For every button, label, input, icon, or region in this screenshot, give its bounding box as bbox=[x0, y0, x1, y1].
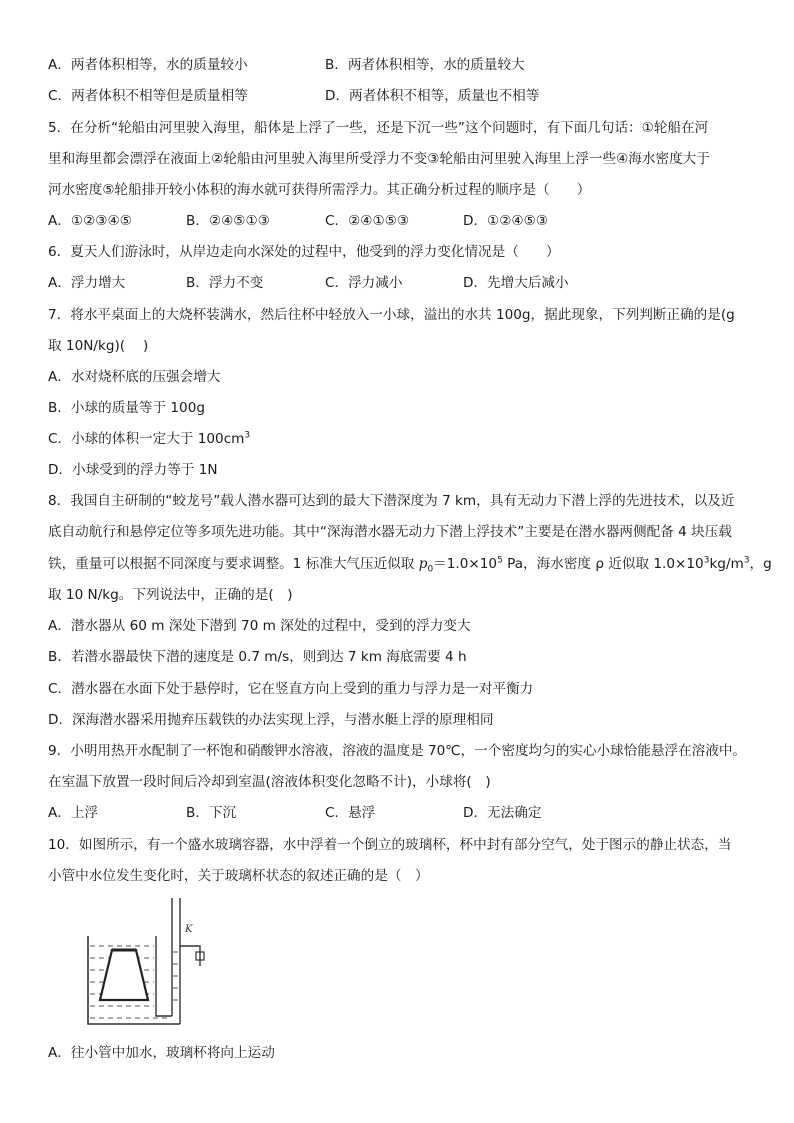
q7-stem-line-1: 7．将水平桌面上的大烧杯装满水，然后往杯中轻放入一小球，溢出的水共 100g，据此现象，下列判断正确的是(g bbox=[48, 307, 735, 323]
q8-stem-line-1: 8．我国自主研制的“蛟龙号”载人潜水器可达到的最大下潜深度为 7 km，具有无动力下潜上浮的先进技术，以及近 bbox=[48, 493, 735, 509]
q7-option-d: D．小球受到的浮力等于 1N bbox=[48, 462, 218, 478]
q6-option-d: D．先增大后减小 bbox=[463, 275, 569, 291]
q8-line3-part-a: 铁，重量可以根据不同深度与要求调整。1 标准大气压近似取 bbox=[48, 556, 419, 572]
q5-option-c: C．②④①⑤③ bbox=[325, 213, 410, 229]
q4-option-b: B．两者体积相等，水的质量较大 bbox=[325, 57, 525, 73]
q7-option-c-superscript: 3 bbox=[244, 430, 251, 441]
q10-stem-line-2: 小管中水位发生变化时，关于玻璃杯状态的叙述正确的是（ ） bbox=[48, 868, 429, 884]
q7-option-c bbox=[48, 430, 250, 448]
q9-stem-line-2: 在室温下放置一段时间后冷却到室温(溶液体积变化忽略不计)，小球将( ) bbox=[48, 774, 491, 790]
q8-line3-part-b: ＝1.0×10 bbox=[433, 556, 498, 572]
q8-stem-line-3 bbox=[48, 555, 772, 573]
q8-line3-part-e: ，g bbox=[749, 556, 772, 572]
q6-option-b: B．浮力不变 bbox=[186, 275, 264, 291]
q5-stem-line-1: 5．在分析“轮船由河里驶入海里，船体是上浮了一些，还是下沉一些”这个问题时，有下面几句话：①轮船在河 bbox=[48, 120, 709, 136]
container-cup-diagram bbox=[84, 892, 234, 1028]
q4-option-d: D．两者体积不相等，质量也不相等 bbox=[325, 88, 540, 104]
q9-option-c: C．悬浮 bbox=[325, 805, 376, 821]
q10-stem-line-1: 10．如图所示，有一个盛水玻璃容器，水中浮着一个倒立的玻璃杯，杯中封有部分空气，处于图示的静止状态，当 bbox=[48, 837, 732, 853]
q4-option-c: C．两者体积不相等但是质量相等 bbox=[48, 88, 248, 104]
q8-line3-part-c: Pa，海水密度 ρ 近似取 1.0×10 bbox=[502, 556, 704, 572]
q10-option-a: A．往小管中加水，玻璃杯将向上运动 bbox=[48, 1045, 275, 1061]
q9-stem-line-1: 9．小明用热开水配制了一杯饱和硝酸钾水溶液，溶液的温度是 70℃，一个密度均匀的实心小球恰能悬浮在溶液中。 bbox=[48, 743, 747, 759]
q7-stem-line-2: 取 10N/kg)( ) bbox=[48, 338, 149, 354]
q7-option-c-text: C．小球的体积一定大于 100cm bbox=[48, 431, 245, 447]
side-pipe bbox=[180, 946, 200, 966]
inverted-glass-cup bbox=[100, 950, 148, 1000]
q8-option-b: B．若潜水器最快下潜的速度是 0.7 m/s，则到达 7 km 海底需要 4 h bbox=[48, 649, 467, 665]
q5-stem-line-2: 里和海里都会漂浮在液面上②轮船由河里驶入海里所受浮力不变③轮船由河里驶入海里上浮一些④海水密度大于 bbox=[48, 151, 710, 167]
q7-option-b: B．小球的质量等于 100g bbox=[48, 400, 205, 416]
q8-stem-line-2: 底自动航行和悬停定位等多项先进功能。其中“深海潜水器无动力下潜上浮技术”主要是在潜水器两侧配备 4 块压载 bbox=[48, 524, 732, 540]
q9-option-b: B．下沉 bbox=[186, 805, 237, 821]
q10-figure bbox=[84, 892, 234, 1028]
q6-stem: 6．夏天人们游泳时，从岸边走向水深处的过程中，他受到的浮力变化情况是（ ） bbox=[48, 244, 560, 260]
q8-exponent-1: 5 bbox=[497, 555, 503, 566]
q9-option-d: D．无法确定 bbox=[463, 805, 542, 821]
q8-stem-line-4: 取 10 N/kg。下列说法中，正确的是( ) bbox=[48, 587, 293, 603]
q8-option-a: A．潜水器从 60 m 深处下潜到 70 m 深处的过程中，受到的浮力变大 bbox=[48, 618, 471, 634]
q7-option-a: A．水对烧杯底的压强会增大 bbox=[48, 369, 221, 385]
q9-option-a: A．上浮 bbox=[48, 805, 99, 821]
q8-option-d: D．深海潜水器采用抛弃压载铁的办法实现上浮，与潜水艇上浮的原理相同 bbox=[48, 712, 494, 728]
q5-option-d: D．①②④⑤③ bbox=[463, 213, 548, 229]
q6-option-c: C．浮力减小 bbox=[325, 275, 403, 291]
q8-exponent-2: 3 bbox=[703, 555, 710, 566]
q5-stem-line-3: 河水密度⑤轮船排开较小体积的海水就可获得所需浮力。其正确分析过程的顺序是（ ） bbox=[48, 182, 591, 198]
q4-option-a: A．两者体积相等，水的质量较小 bbox=[48, 57, 248, 73]
q6-option-a: A．浮力增大 bbox=[48, 275, 126, 291]
small-tube bbox=[172, 898, 180, 1024]
q8-pressure-symbol: p bbox=[418, 556, 428, 572]
valve-label: K bbox=[185, 924, 193, 935]
q8-line3-part-d: kg/m bbox=[709, 556, 744, 572]
q5-option-a: A．①②③④⑤ bbox=[48, 213, 132, 229]
q5-option-b: B．②④⑤①③ bbox=[186, 213, 270, 229]
container-right-wall bbox=[156, 936, 172, 1016]
q8-pressure-subscript: 0 bbox=[427, 564, 434, 575]
q8-exponent-3: 3 bbox=[743, 555, 750, 566]
q8-option-c: C．潜水器在水面下处于悬停时，它在竖直方向上受到的重力与浮力是一对平衡力 bbox=[48, 681, 534, 697]
